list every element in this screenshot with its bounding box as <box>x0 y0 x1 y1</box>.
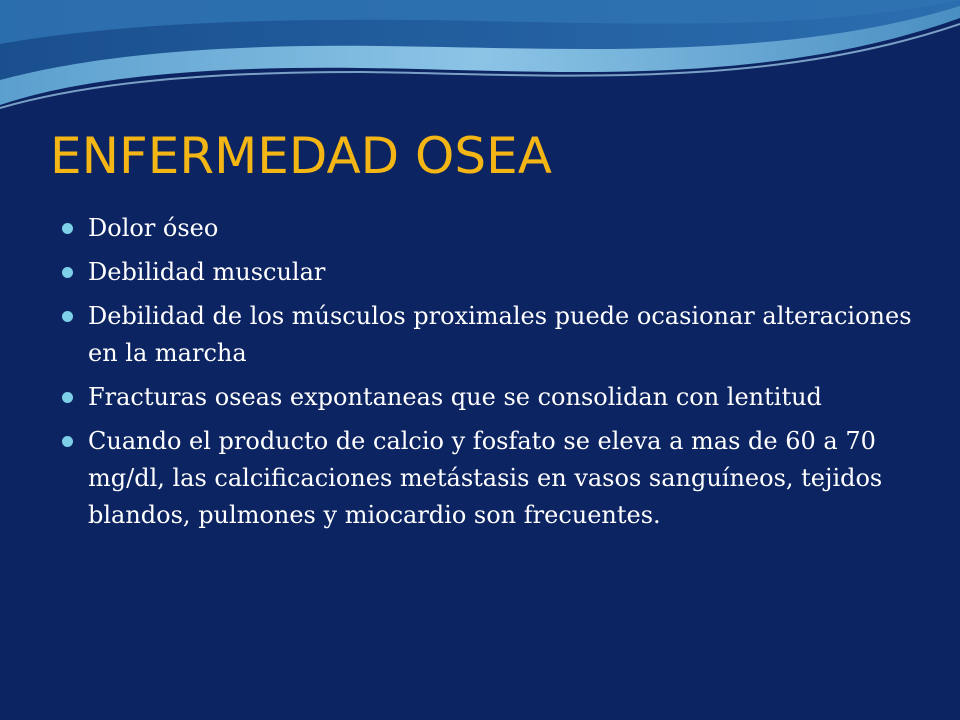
bullet-item <box>52 379 922 416</box>
bullet-dot-icon <box>62 436 73 447</box>
wave-decoration <box>0 0 960 130</box>
bullet-item <box>52 298 922 372</box>
slide-title: ENFERMEDAD OSEA <box>50 127 552 185</box>
bullet-text: Debilidad muscular <box>88 258 326 286</box>
bullet-list <box>52 210 922 541</box>
bullet-dot-icon <box>62 392 73 403</box>
bullet-text: Debilidad de los músculos proximales puede ocasionar alteraciones en la marcha <box>88 302 912 367</box>
bullet-text: Fracturas oseas expontaneas que se consolidan con lentitud <box>88 383 822 411</box>
bullet-dot-icon <box>62 223 73 234</box>
bullet-dot-icon <box>62 267 73 278</box>
bullet-text: Dolor óseo <box>88 214 219 242</box>
bullet-text: Cuando el producto de calcio y fosfato se eleva a mas de 60 a 70 mg/dl, las calcificaciones metástasis en vasos sanguíneos, tejidos blandos, pulmones y miocardio son frecuentes. <box>88 427 883 529</box>
bullet-item <box>52 210 922 247</box>
bullet-dot-icon <box>62 311 73 322</box>
bullet-item <box>52 254 922 291</box>
bullet-item <box>52 423 922 534</box>
